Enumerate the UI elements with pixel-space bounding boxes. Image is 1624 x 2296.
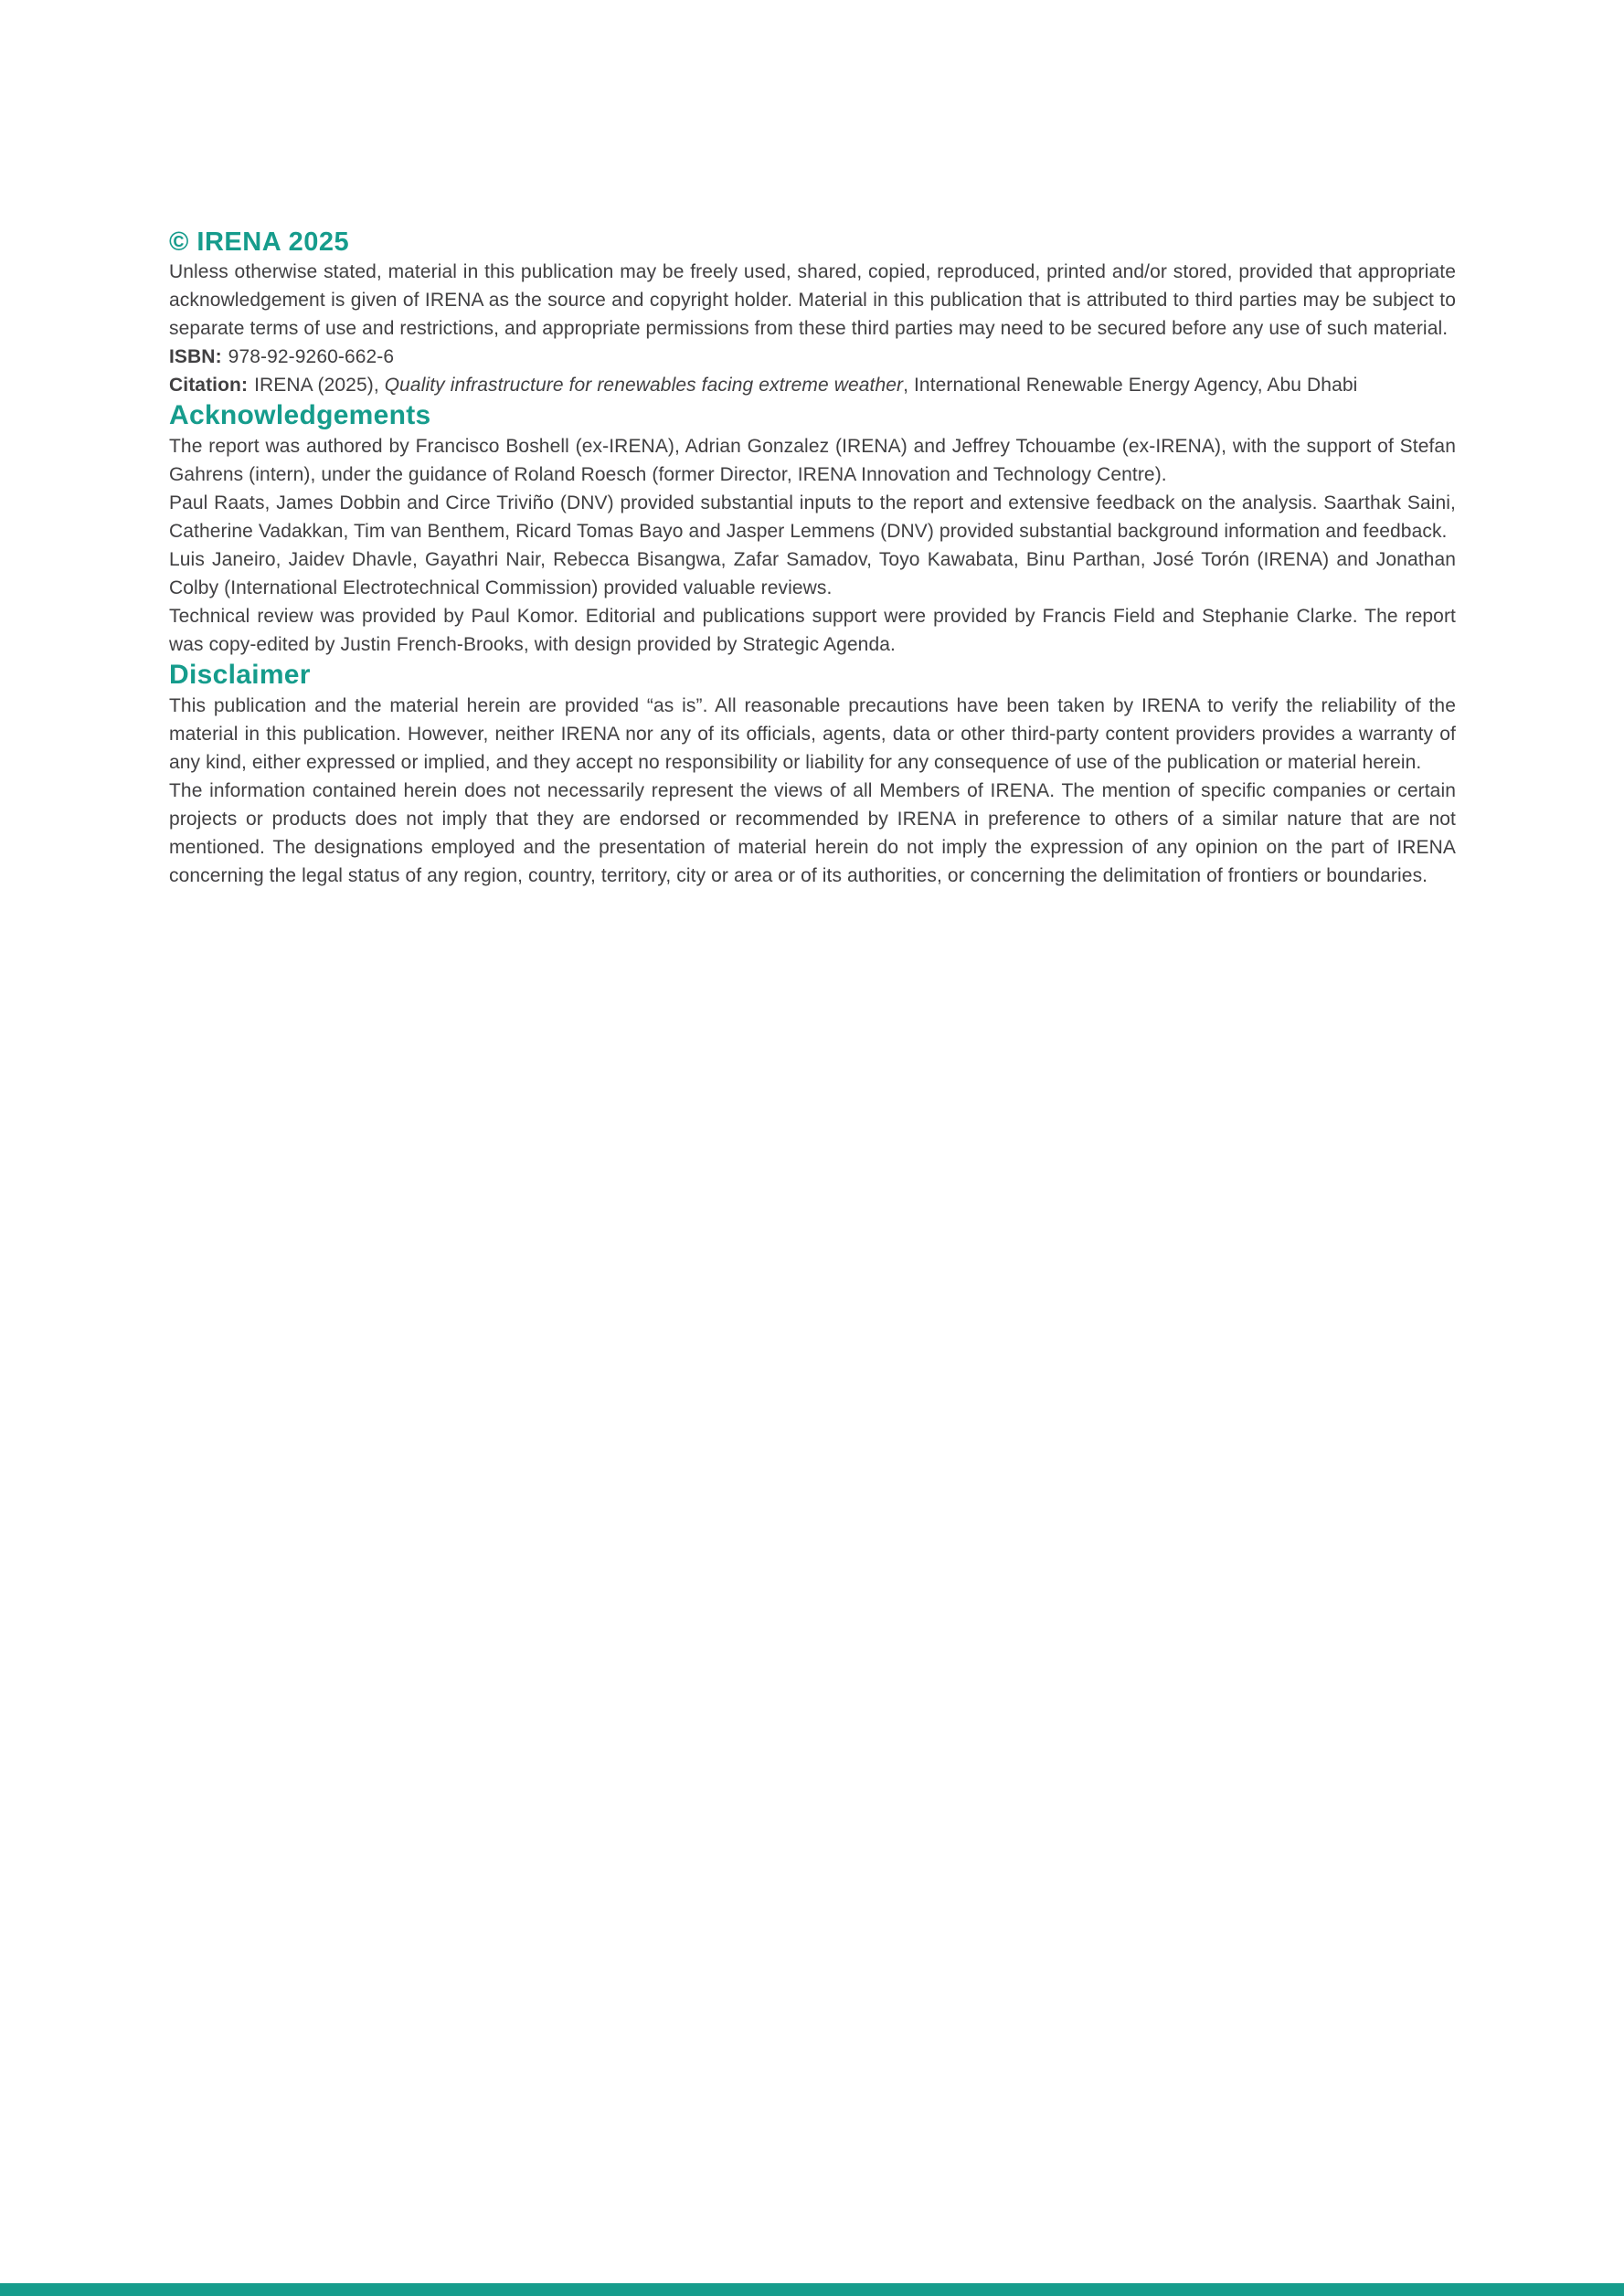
acknowledgements-paragraph: Technical review was provided by Paul Komor. Editorial and publications support were provided by Francis Field and Stephanie Clarke. The report was copy-edited by Justin French-Brooks, with design provided by Strategic Agenda. [169,606,1456,655]
acknowledgements-paragraph: The report was authored by Francisco Boshell (ex-IRENA), Adrian Gonzalez (IRENA) and Jeffrey Tchouambe (ex-IRENA), with the support of Stefan Gahrens (intern), under the guidance of Roland Roesch (former Director, IRENA Innovation and Technology Centre). [169,436,1456,485]
page-content [169,0,1456,890]
citation-label: Citation: [169,375,249,396]
acknowledgements-paragraph: Paul Raats, James Dobbin and Circe Triviño (DNV) provided substantial inputs to the report and extensive feedback on the analysis. Saarthak Saini, Catherine Vadakkan, Tim van Benthem, Ricard Tomas Bayo and Jasper Lemmens (DNV) provided substantial background information and feedback. [169,492,1456,542]
acknowledgements-heading: Acknowledgements [169,400,431,430]
isbn-label: ISBN: [169,346,222,367]
citation-prefix: IRENA (2025), [254,375,385,396]
copyright-heading: © IRENA 2025 [169,227,350,257]
citation-title: Quality infrastructure for renewables facing extreme weather [384,375,904,396]
citation-suffix: , International Renewable Energy Agency, Abu Dhabi [903,375,1358,396]
isbn-value: 978-92-9260-662-6 [228,346,395,367]
disclaimer-paragraph: This publication and the material herein are provided “as is”. All reasonable precautions have been taken by IRENA to verify the reliability of the material in this publication. However, neither IRENA nor any of its officials, agents, data or other third-party content providers provides a warranty of any kind, either expressed or implied, and they accept no responsibility or liability for any consequence of use of the publication or material herein. [169,695,1456,773]
footer-accent-bar [0,2283,1624,2296]
disclaimer-heading: Disclaimer [169,660,311,690]
copyright-paragraph: Unless otherwise stated, material in this publication may be freely used, shared, copied, reproduced, printed and/or stored, provided that appropriate acknowledgement is given of IRENA as the source and copyright holder. Material in this publication that is attributed to third parties may be subject to separate terms of use and restrictions, and appropriate permissions from these third parties may need to be secured before any use of such material. [169,261,1456,339]
isbn-line [169,343,1456,371]
citation-line [169,371,1456,399]
disclaimer-paragraph: The information contained herein does not necessarily represent the views of all Members of IRENA. The mention of specific companies or certain projects or products does not imply that they are endorsed or recommended by IRENA in preference to others of a similar nature that are not mentioned. The designations employed and the presentation of material herein do not imply the expression of any opinion on the part of IRENA concerning the legal status of any region, country, territory, city or area or of its authorities, or concerning the delimitation of frontiers or boundaries. [169,780,1456,886]
acknowledgements-paragraph: Luis Janeiro, Jaidev Dhavle, Gayathri Nair, Rebecca Bisangwa, Zafar Samadov, Toyo Kawabata, Binu Parthan, José Torón (IRENA) and Jonathan Colby (International Electrotechnical Commission) provided valuable reviews. [169,549,1456,598]
